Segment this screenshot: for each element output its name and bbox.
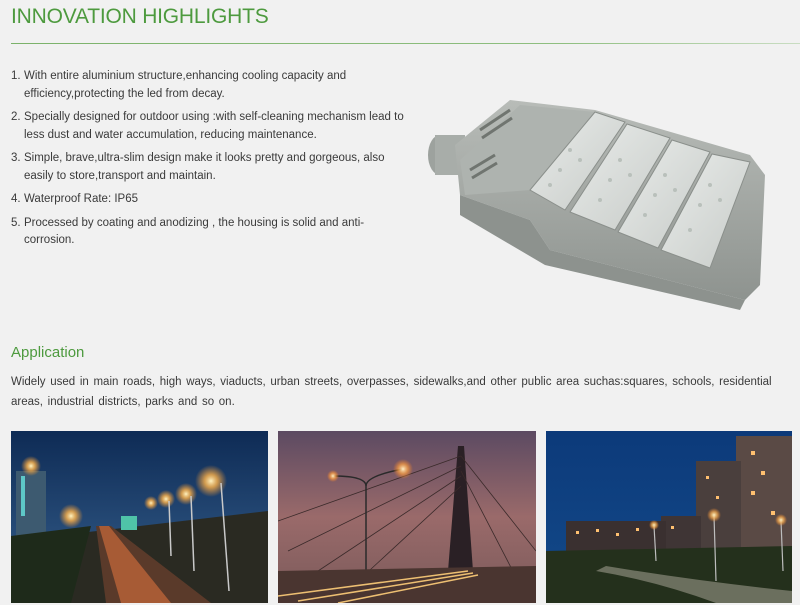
feature-number: 2. <box>11 111 21 123</box>
photo-highway-night <box>11 431 268 603</box>
feature-text: Specially designed for outdoor using :with self-cleaning mechanism lead to less dust and water accumulation, reducing maintenance. <box>24 111 404 141</box>
feature-list <box>11 68 411 256</box>
feature-item <box>11 68 411 103</box>
application-photo-gallery <box>11 431 800 605</box>
feature-text: With entire aluminium structure,enhancing cooling capacity and efficiency,protecting the led from decay. <box>24 70 347 100</box>
bridge-photo <box>278 431 536 603</box>
feature-text: Waterproof Rate: IP65 <box>24 193 138 205</box>
feature-number: 5. <box>11 216 21 229</box>
application-description: Widely used in main roads, high ways, viaducts, urban streets, overpasses, sidewalks,and other public area suchas:squares, schools, residential areas, industrial districts, parks and so on. <box>11 376 772 408</box>
feature-text: Simple, brave,ultra-slim design make it looks pretty and gorgeous, also easily to store,transport and maintain. <box>24 152 385 182</box>
feature-item <box>11 109 411 144</box>
feature-number: 1. <box>11 70 21 82</box>
residential-photo <box>546 431 792 603</box>
highway-photo <box>11 431 268 603</box>
photo-residential-waterfront <box>546 431 792 603</box>
product-image <box>420 100 785 320</box>
feature-item <box>11 191 411 209</box>
page-title: INNOVATION HIGHLIGHTS <box>11 5 269 28</box>
street-light-illustration <box>420 100 785 320</box>
photo-bridge-dusk <box>278 431 536 603</box>
title-divider <box>11 43 800 44</box>
feature-item <box>11 215 411 250</box>
feature-number: 3. <box>11 152 21 164</box>
application-title: Application <box>11 344 85 361</box>
feature-text: Processed by coating and anodizing , the housing is solid and anti-corrosion. <box>24 216 365 246</box>
feature-number: 4. <box>11 193 21 205</box>
feature-item <box>11 150 411 185</box>
